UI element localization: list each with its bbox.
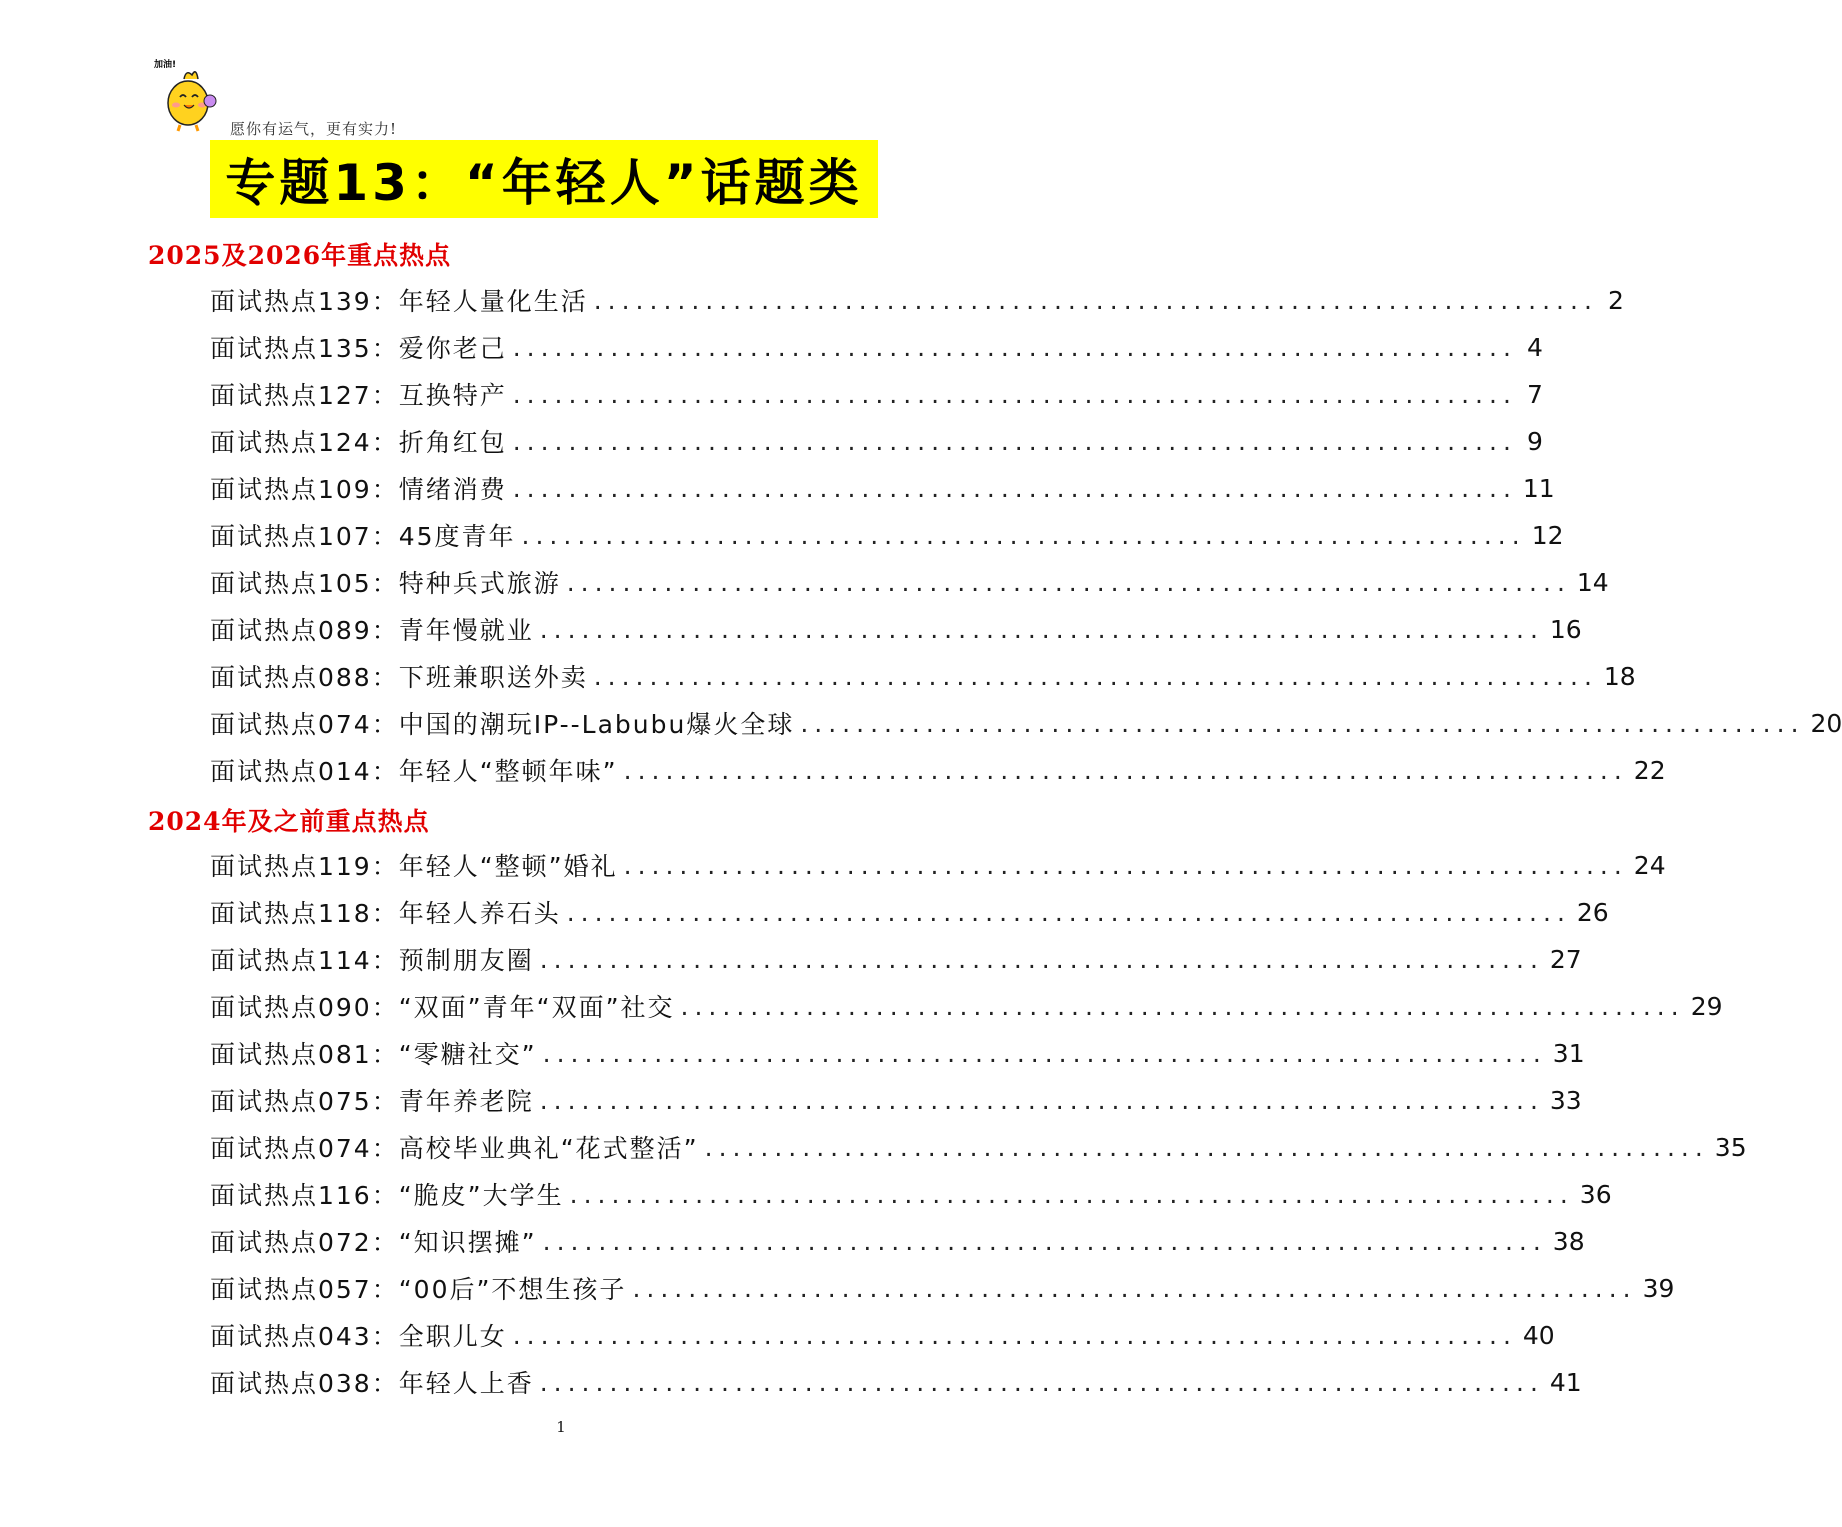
toc-leader-dots: ........................................................................ <box>623 755 1628 785</box>
toc-entry[interactable] <box>210 1033 1585 1073</box>
toc-leader-dots: ........................................................................ <box>632 1273 1637 1303</box>
toc-entry-page: 18 <box>1603 661 1636 691</box>
toc-entry-label: 面试热点038：年轻人上香 <box>210 1369 534 1398</box>
toc-leader-dots: ........................................................................ <box>512 379 1517 409</box>
mascot-badge-text: 加油! <box>154 60 177 70</box>
toc-entry[interactable] <box>210 1080 1582 1120</box>
toc-leader-dots: ........................................................................ <box>542 1038 1547 1068</box>
toc-entry[interactable] <box>210 892 1609 932</box>
toc-entry-page: 39 <box>1642 1273 1675 1303</box>
toc-entry-label: 面试热点088：下班兼职送外卖 <box>210 663 588 692</box>
toc-entry[interactable] <box>210 421 1543 461</box>
title-banner <box>210 140 878 218</box>
page-title: 专题13：“年轻人”话题类 <box>225 154 863 212</box>
toc-entry-label: 面试热点043：全职儿女 <box>210 1322 507 1351</box>
toc-entry-page: 38 <box>1552 1226 1585 1256</box>
toc-leader-dots: ........................................................................ <box>569 1179 1574 1209</box>
toc-entry-page: 31 <box>1552 1038 1585 1068</box>
toc-entry-label: 面试热点127：互换特产 <box>210 381 507 410</box>
toc-entry[interactable] <box>210 1362 1582 1402</box>
section-heading: 2024年及之前重点热点 <box>148 807 430 836</box>
toc-entry-page: 26 <box>1576 897 1609 927</box>
toc-leader-dots: ........................................................................ <box>704 1132 1709 1162</box>
toc-entry[interactable] <box>210 939 1582 979</box>
toc-entry-label: 面试热点075：青年养老院 <box>210 1087 534 1116</box>
toc-entry-page: 36 <box>1579 1179 1612 1209</box>
toc-leader-dots: ........................................................................ <box>512 473 1517 503</box>
toc-entry[interactable] <box>210 845 1666 885</box>
toc-entry-label: 面试热点089：青年慢就业 <box>210 616 534 645</box>
toc-entry[interactable] <box>210 374 1543 414</box>
toc-entry-label: 面试热点109：情绪消费 <box>210 475 507 504</box>
toc-leader-dots: ........................................................................ <box>566 897 1571 927</box>
toc-entry-label: 面试热点114：预制朋友圈 <box>210 946 534 975</box>
toc-entry-label: 面试热点135：爱你老己 <box>210 334 507 363</box>
toc-entry[interactable] <box>210 562 1609 602</box>
toc-entry-label: 面试热点072：“知识摆摊” <box>210 1228 537 1257</box>
toc-entry-label: 面试热点090：“双面”青年“双面”社交 <box>210 993 675 1022</box>
toc-entry-page: 11 <box>1522 473 1555 503</box>
toc-entry-page: 35 <box>1714 1132 1747 1162</box>
toc-entry[interactable] <box>210 468 1555 508</box>
toc-entry-page: 14 <box>1576 567 1609 597</box>
toc-entry-label: 面试热点081：“零糖社交” <box>210 1040 537 1069</box>
cheering-chick-icon <box>150 55 228 135</box>
toc-leader-dots: ........................................................................ <box>593 661 1598 691</box>
toc-leader-dots: ........................................................................ <box>539 1367 1544 1397</box>
toc-entry-page: 24 <box>1633 850 1666 880</box>
toc-leader-dots: ........................................................................ <box>680 991 1685 1021</box>
toc-entry-page: 27 <box>1549 944 1582 974</box>
toc-entry-label: 面试热点124：折角红包 <box>210 428 507 457</box>
toc-entry-page: 4 <box>1526 332 1543 362</box>
toc-entry-label: 面试热点074：高校毕业典礼“花式整活” <box>210 1134 699 1163</box>
toc-leader-dots: ........................................................................ <box>539 614 1544 644</box>
toc-entry[interactable] <box>210 327 1543 367</box>
toc-leader-dots: ........................................................................ <box>512 1320 1517 1350</box>
toc-entry[interactable] <box>210 1127 1747 1167</box>
toc-entry-page: 20 <box>1810 708 1842 738</box>
toc-entry-label: 面试热点057：“00后”不想生孩子 <box>210 1275 627 1304</box>
toc-leader-dots: ........................................................................ <box>539 944 1544 974</box>
toc-entry-label: 面试热点116：“脆皮”大学生 <box>210 1181 564 1210</box>
toc-entry[interactable] <box>210 1315 1555 1355</box>
toc-entry-page: 12 <box>1531 520 1564 550</box>
toc-entry[interactable] <box>210 703 1842 743</box>
toc-entry-label: 面试热点107：45度青年 <box>210 522 516 551</box>
toc-entry[interactable] <box>210 1221 1585 1261</box>
toc-entry[interactable] <box>210 750 1666 790</box>
toc-leader-dots: ........................................................................ <box>542 1226 1547 1256</box>
toc-entry-page: 33 <box>1549 1085 1582 1115</box>
toc-entry-page: 16 <box>1549 614 1582 644</box>
toc-entry-label: 面试热点119：年轻人“整顿”婚礼 <box>210 852 618 881</box>
toc-leader-dots: ........................................................................ <box>512 426 1517 456</box>
toc-entry-label: 面试热点014：年轻人“整顿年味” <box>210 757 618 786</box>
toc-leader-dots: ........................................................................ <box>512 332 1517 362</box>
toc-entry-page: 29 <box>1690 991 1723 1021</box>
toc-entry-label: 面试热点118：年轻人养石头 <box>210 899 561 928</box>
toc-entry-page: 2 <box>1607 285 1624 315</box>
toc-entry-label: 面试热点074：中国的潮玩IP--Labubu爆火全球 <box>210 710 795 739</box>
toc-entry[interactable] <box>210 1174 1612 1214</box>
toc-leader-dots: ........................................................................ <box>623 850 1628 880</box>
motto-text: 愿你有运气，更有实力! <box>230 120 398 138</box>
toc-entry-page: 41 <box>1549 1367 1582 1397</box>
toc-leader-dots: ........................................................................ <box>593 285 1598 315</box>
toc-leader-dots: ........................................................................ <box>800 708 1805 738</box>
toc-entry[interactable] <box>210 280 1624 320</box>
section-heading: 2025及2026年重点热点 <box>148 241 452 270</box>
toc-entry-label: 面试热点139：年轻人量化生活 <box>210 287 588 316</box>
toc-leader-dots: ........................................................................ <box>521 520 1526 550</box>
page-number: 1 <box>556 1418 566 1436</box>
toc-entry[interactable] <box>210 986 1723 1026</box>
toc-leader-dots: ........................................................................ <box>539 1085 1544 1115</box>
toc-entry-page: 9 <box>1526 426 1543 456</box>
toc-entry-page: 22 <box>1633 755 1666 785</box>
toc-entry[interactable] <box>210 515 1564 555</box>
toc-entry-page: 7 <box>1526 379 1543 409</box>
toc-entry-page: 40 <box>1522 1320 1555 1350</box>
toc-entry-label: 面试热点105：特种兵式旅游 <box>210 569 561 598</box>
toc-entry[interactable] <box>210 1268 1675 1308</box>
toc-leader-dots: ........................................................................ <box>566 567 1571 597</box>
toc-entry[interactable] <box>210 656 1636 696</box>
toc-entry[interactable] <box>210 609 1582 649</box>
